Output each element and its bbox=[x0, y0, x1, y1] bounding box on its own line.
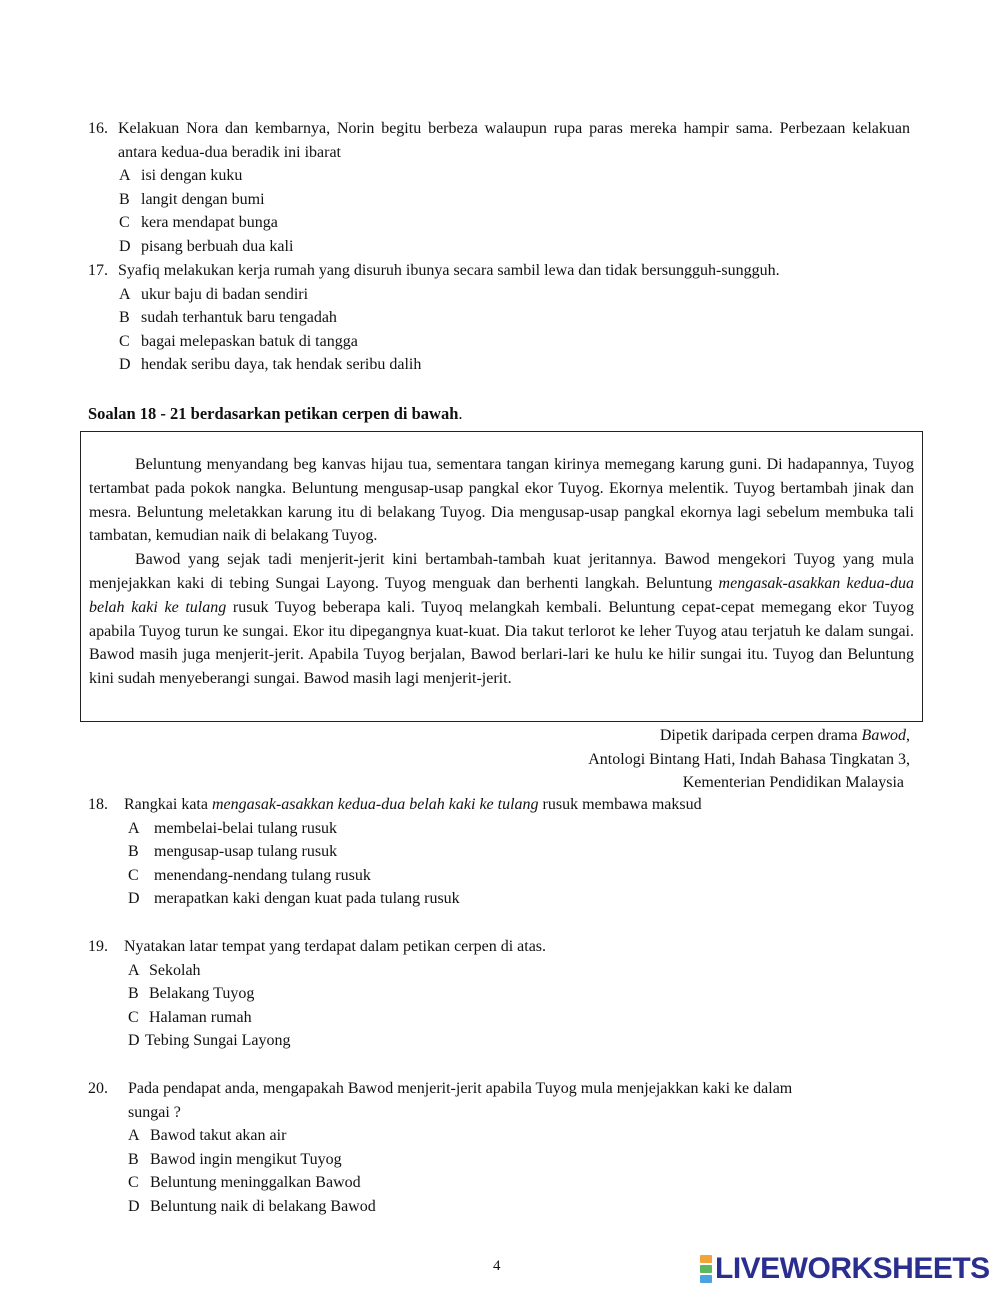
option-a[interactable] bbox=[128, 959, 910, 983]
question-17 bbox=[88, 259, 910, 377]
question-italic-phrase: mengasak-asakkan kedua-dua belah kaki ke tulang bbox=[211, 796, 539, 813]
logo-mark-icon bbox=[700, 1254, 712, 1284]
option-text: Beluntung meninggalkan Bawod bbox=[150, 1174, 361, 1191]
question-text: Nyatakan latar tempat yang terdapat dalam petikan cerpen di atas. bbox=[124, 938, 547, 955]
option-letter: D bbox=[128, 1032, 140, 1049]
question-text bbox=[124, 793, 702, 817]
option-b[interactable] bbox=[128, 840, 910, 864]
passage-text: Bawod yang sejak tadi menjerit-jerit kini bertambah-tambah kuat jeritannya. Bawod mengekori Tuyog yang mula menjejakkan kaki di tebing Sungai Layong. Tuyog menguak dan berhenti langkah. Beluntung bbox=[89, 551, 914, 592]
section-heading bbox=[88, 402, 463, 426]
passage-paragraph-1: Beluntung menyandang beg kanvas hijau tua, sementara tangan kirinya memegang karung guni. Di hadapannya, Tuyog tertambat pada pokok nangka. Beluntung mengusap-usap pangkal ekor Tuyog. Ekornya melentik. Tuyog bertambah jinak dan mesra. Beluntung meletakkan karung itu di belakang Tuyog. Dia mengusap-usap pangkal ekornya lagi sebelum membuka tali tambatan, kemudian naik di belakang Tuyog. bbox=[89, 456, 914, 545]
liveworksheets-logo[interactable] bbox=[700, 1252, 990, 1286]
section-heading-text: Soalan 18 - 21 berdasarkan petikan cerpen di bawah bbox=[88, 404, 459, 423]
logo-text: LIVEWORKSHEETS bbox=[715, 1252, 990, 1285]
option-b[interactable] bbox=[119, 306, 910, 330]
option-text: bagai melepaskan batuk di tangga bbox=[141, 332, 358, 350]
option-letter: B bbox=[119, 190, 130, 208]
option-text: isi dengan kuku bbox=[141, 167, 243, 184]
question-16 bbox=[88, 117, 910, 258]
question-text: Kelakuan Nora dan kembarnya, Norin begitu berbeza walaupun rupa paras mereka hampir sama. Perbezaan kelakuan antara kedua-dua beradik ini ibarat bbox=[118, 120, 910, 161]
option-text: Beluntung naik di belakang Bawod bbox=[150, 1197, 376, 1215]
question-number: 20. bbox=[88, 1080, 108, 1097]
option-text: Bawod takut akan air bbox=[150, 1127, 287, 1144]
source-suffix: , bbox=[906, 727, 910, 744]
option-letter: A bbox=[119, 167, 131, 184]
option-letter: D bbox=[119, 356, 131, 373]
option-text: hendak seribu daya, tak hendak seribu dalih bbox=[141, 356, 422, 373]
source-line-2: Antologi Bintang Hati, Indah Bahasa Tingkatan 3, bbox=[588, 750, 910, 768]
question-text-line-2: sungai ? bbox=[128, 1103, 181, 1121]
option-d[interactable] bbox=[128, 887, 910, 911]
section-heading-period: . bbox=[458, 404, 463, 423]
passage-paragraph-2 bbox=[89, 548, 914, 691]
option-b[interactable] bbox=[128, 1148, 910, 1172]
option-c[interactable] bbox=[119, 330, 910, 354]
option-c[interactable] bbox=[128, 1006, 910, 1030]
question-19 bbox=[88, 935, 910, 1053]
option-text: pisang berbuah dua kali bbox=[141, 237, 294, 255]
option-letter: B bbox=[128, 1150, 139, 1168]
logo-mark-block bbox=[700, 1255, 712, 1263]
logo-mark-block bbox=[700, 1275, 712, 1283]
passage-text: rusuk Tuyog beberapa kali. Tuyoq melangkah kembali. Beluntung cepat-cepat memegang ekor Tuyog apabila Tuyog turun ke sungai. Ekor itu dipegangnya kuat-kuat. Dia takut terlorot ke leher Tuyog atau terjatuh ke dalam sungai. Bawod masih juga menjerit-jerit. Apabila Tuyog berjalan, Bawod berlari-lari ke hulu ke hilir sungai itu. Tuyog dan Beluntung kini sudah menyeberangi sungai. Bawod masih lagi menjerit-jerit. bbox=[89, 598, 914, 688]
option-d[interactable] bbox=[128, 1195, 910, 1219]
question-number: 18. bbox=[88, 796, 108, 813]
question-text-part: Rangkai kata bbox=[124, 796, 212, 813]
option-letter: C bbox=[128, 1008, 139, 1026]
question-text-part: rusuk membawa maksud bbox=[538, 796, 702, 813]
option-letter: D bbox=[128, 1197, 140, 1215]
option-text: Tebing Sungai Layong bbox=[145, 1032, 291, 1049]
option-letter: C bbox=[119, 214, 130, 231]
question-18 bbox=[88, 793, 910, 911]
option-letter: B bbox=[128, 985, 139, 1002]
question-number: 16. bbox=[88, 120, 108, 137]
option-b[interactable] bbox=[128, 982, 910, 1006]
option-c[interactable] bbox=[128, 1171, 910, 1195]
source-line-3: Kementerian Pendidikan Malaysia bbox=[682, 774, 904, 791]
option-c[interactable] bbox=[128, 864, 910, 888]
option-text: membelai-belai tulang rusuk bbox=[154, 819, 338, 837]
option-text: Belakang Tuyog bbox=[149, 985, 255, 1002]
option-text: merapatkan kaki dengan kuat pada tulang rusuk bbox=[154, 890, 460, 907]
passage-italic-phrase: mengasak-asakkan kedua-dua belah kaki ke tulang bbox=[89, 574, 914, 616]
question-number: 17. bbox=[88, 262, 108, 279]
option-text: Bawod ingin mengikut Tuyog bbox=[150, 1150, 342, 1168]
option-text: kera mendapat bunga bbox=[141, 214, 278, 231]
option-a[interactable] bbox=[119, 164, 910, 188]
option-a[interactable] bbox=[119, 283, 910, 307]
question-text-line-1: Pada pendapat anda, mengapakah Bawod menjerit-jerit apabila Tuyog mula menjejakkan kaki ke dalam bbox=[128, 1080, 793, 1097]
question-20 bbox=[88, 1077, 910, 1218]
option-text: langit dengan bumi bbox=[141, 190, 265, 208]
option-b[interactable] bbox=[119, 188, 910, 212]
option-text: Halaman rumah bbox=[149, 1008, 252, 1026]
option-letter: D bbox=[128, 890, 140, 907]
option-text: menendang-nendang tulang rusuk bbox=[154, 866, 371, 884]
option-letter: A bbox=[119, 285, 131, 303]
source-title: Bawod bbox=[861, 727, 906, 744]
source-line-1 bbox=[588, 724, 910, 748]
option-letter: C bbox=[119, 332, 130, 350]
option-letter: A bbox=[128, 1127, 140, 1144]
source-prefix: Dipetik daripada cerpen drama bbox=[659, 727, 862, 744]
option-d[interactable] bbox=[119, 235, 910, 259]
option-text: mengusap-usap tulang rusuk bbox=[154, 843, 338, 860]
passage-box bbox=[80, 431, 923, 722]
option-letter: C bbox=[128, 1174, 139, 1191]
question-number: 19. bbox=[88, 938, 108, 955]
option-a[interactable] bbox=[128, 817, 910, 841]
question-text: Syafiq melakukan kerja rumah yang disuruh ibunya secara sambil lewa dan tidak bersungguh-sungguh. bbox=[118, 262, 780, 279]
option-letter: C bbox=[128, 866, 139, 884]
option-letter: D bbox=[119, 237, 131, 255]
option-letter: A bbox=[128, 961, 140, 979]
option-d[interactable] bbox=[119, 353, 910, 377]
option-c[interactable] bbox=[119, 211, 910, 235]
option-d[interactable] bbox=[128, 1029, 910, 1053]
option-text: Sekolah bbox=[149, 961, 201, 979]
source-citation bbox=[588, 724, 910, 795]
option-letter: A bbox=[128, 819, 140, 837]
option-letter: B bbox=[119, 309, 130, 326]
option-text: ukur baju di badan sendiri bbox=[141, 285, 309, 303]
page-number: 4 bbox=[493, 1258, 501, 1274]
option-letter: B bbox=[128, 843, 139, 860]
option-text: sudah terhantuk baru tengadah bbox=[141, 309, 337, 326]
logo-mark-block bbox=[700, 1265, 712, 1273]
option-a[interactable] bbox=[128, 1124, 910, 1148]
